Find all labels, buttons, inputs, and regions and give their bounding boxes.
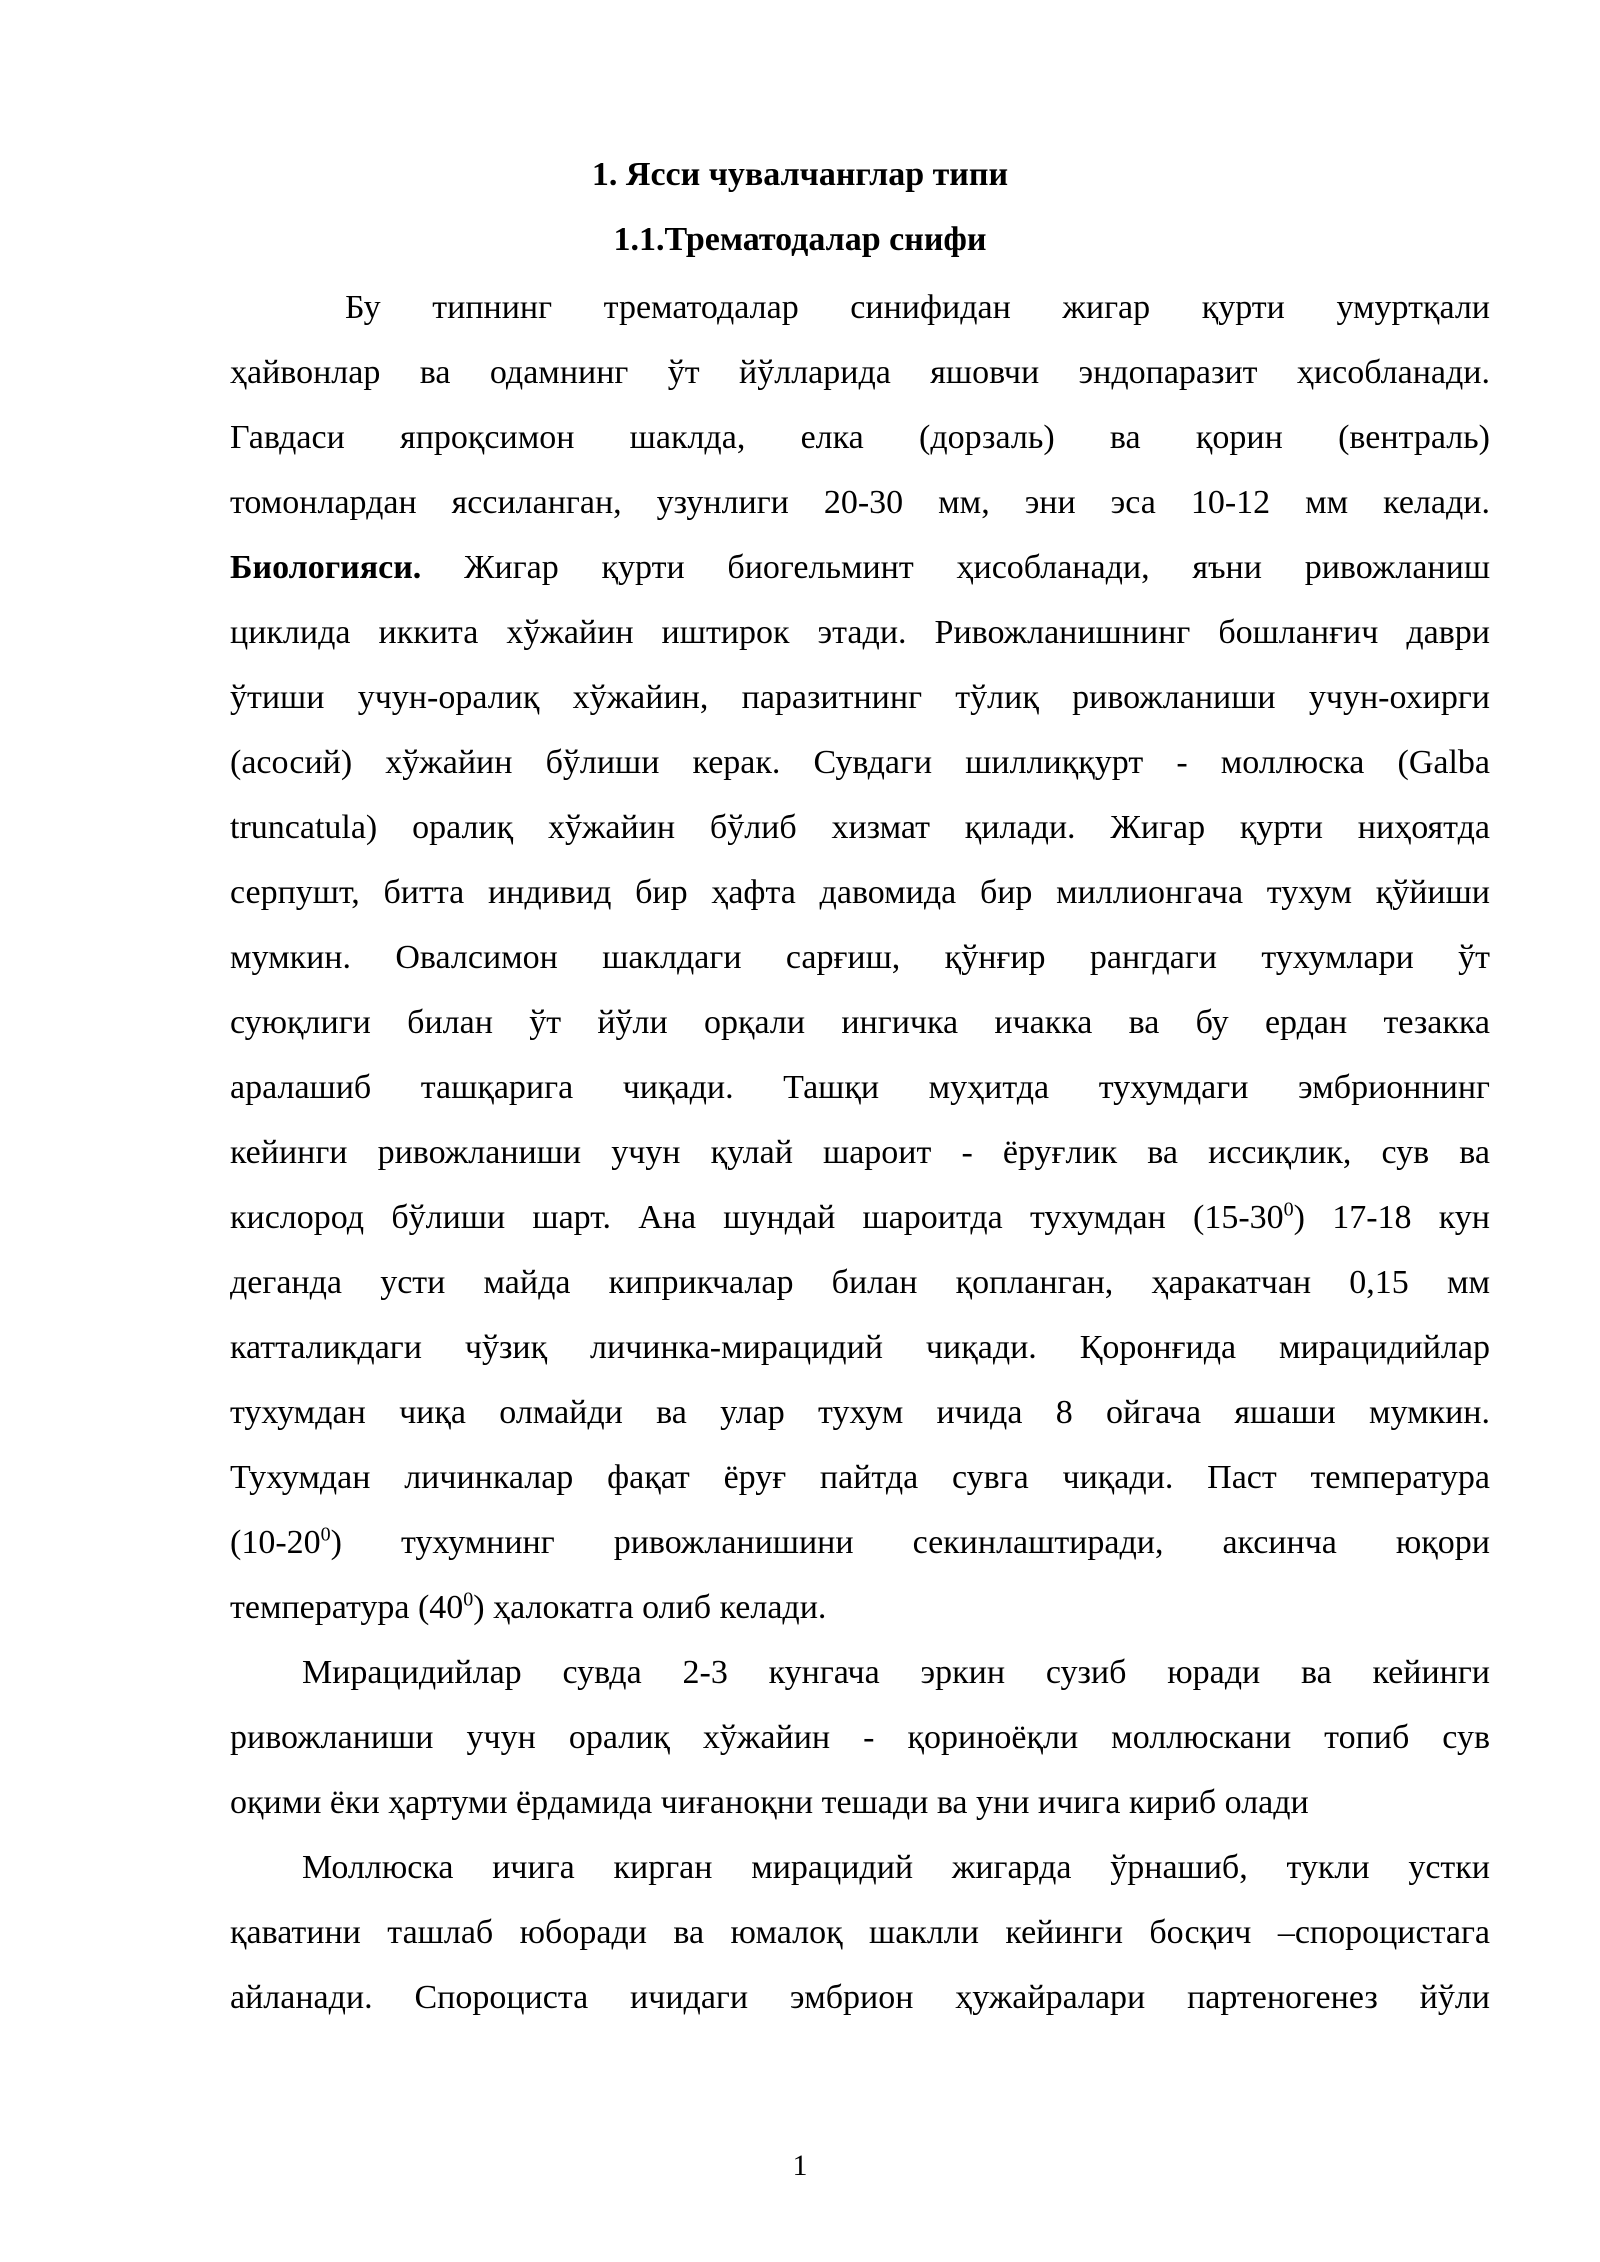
bold-term: Биологияси. <box>230 549 422 586</box>
paragraph-line: Гавдаси япроқсимон шаклда, елка (дорзаль) ва қорин (вентраль) <box>230 419 1490 456</box>
paragraph-line: кислород бўлиши шарт. Ана шундай шароитда тухумдан $(15-30^0)$ 17-18 кун <box>230 1198 1490 1236</box>
paragraph-line: (асосий) хўжайин бўлиши керак. Сувдаги шиллиққурт - моллюска (Galba <box>230 744 1490 781</box>
paragraph-line: кейинги ривожланиши учун қулай шароит - ёруғлик ва иссиқлик, сув ва <box>230 1134 1490 1171</box>
paragraph-line: серпушт, битта индивид бир ҳафта давомида бир миллионгача тухум қўйиши <box>230 874 1490 911</box>
paragraph-line: тухумдан чиқа олмайди ва улар тухум ичида 8 ойгача яшаши мумкин. <box>230 1394 1490 1431</box>
paragraph-line: аралашиб ташқарига чиқади. Ташқи муҳитда тухумдаги эмбрионнинг <box>230 1069 1490 1106</box>
superscript-degree: 0 <box>1283 1198 1294 1221</box>
paragraph-line: айланади. Спороциста ичидаги эмбрион ҳужайралари партеногенез йўли <box>230 1979 1490 2016</box>
superscript-degree: 0 <box>463 1588 474 1611</box>
superscript-degree: 0 <box>320 1523 331 1546</box>
paragraph-line: Тухумдан личинкалар фақат ёруғ пайтда сувга чиқади. Паст температура <box>230 1459 1490 1496</box>
paragraph-line: ўтиши учун-оралиқ хўжайин, паразитнинг тўлиқ ривожланиши учун-охирги <box>230 679 1490 716</box>
paragraph-line: томонлардан яссиланган, узунлиги 20-30 мм, эни эса 10-12 мм келади. <box>230 484 1490 521</box>
paragraph-line: температура $(40^0)$ ҳалокатга олиб келади. <box>230 1588 827 1626</box>
paragraph-line: $(10-20^0)$ тухумнинг ривожланишини секинлаштиради, аксинча юқори <box>230 1523 1490 1561</box>
paragraph-line: Бу типнинг трематодалар синифидан жигар қурти умуртқали <box>345 289 1490 326</box>
paragraph-line: суюқлиги билан ўт йўли орқали ингичка ичакка ва бу ердан тезакка <box>230 1004 1490 1041</box>
paragraph-line: оқими ёки ҳартуми ёрдамида чиғаноқни тешади ва уни ичига кириб олади <box>230 1784 1309 1821</box>
paragraph-line: Моллюска ичига кирган мирацидий жигарда ўрнашиб, тукли устки <box>302 1849 1490 1886</box>
paragraph-line: мумкин. Овалсимон шаклдаги сарғиш, қўнғир рангдаги тухумлари ўт <box>230 939 1490 976</box>
paragraph-line: truncatula) оралиқ хўжайин бўлиб хизмат қилади. Жигар қурти ниҳоятда <box>230 809 1490 846</box>
chapter-heading: 1. Ясси чувалчанглар типи <box>591 156 1009 193</box>
paragraph-line: катталикдаги чўзиқ личинка-мирацидий чиқади. Қоронғида мирацидийлар <box>230 1329 1490 1366</box>
paragraph-line: циклида иккита хўжайин иштирок этади. Ривожланишнинг бошланғич даври <box>230 614 1490 651</box>
paragraph-line: ҳайвонлар ва одамнинг ўт йўлларида яшовчи эндопаразит ҳисобланади. <box>230 354 1490 391</box>
paragraph-line: ривожланиши учун оралиқ хўжайин - қориноёқли моллюскани топиб сув <box>230 1719 1490 1756</box>
page-number: 1 <box>792 2149 808 2182</box>
paragraph-line: Биологияси. Жигар қурти биогельминт ҳисобланади, яъни ривожланиш <box>230 549 1490 586</box>
paragraph-line: деганда усти майда киприкчалар билан қопланган, ҳаракатчан 0,15 мм <box>230 1264 1490 1301</box>
section-heading: 1.1.Трематодалар снифи <box>613 221 987 258</box>
paragraph-line: Мирацидийлар сувда 2-3 кунгача эркин сузиб юради ва кейинги <box>302 1654 1490 1691</box>
paragraph-line: қаватини ташлаб юборади ва юмалоқ шаклли кейинги босқич –спороцистага <box>230 1914 1490 1951</box>
